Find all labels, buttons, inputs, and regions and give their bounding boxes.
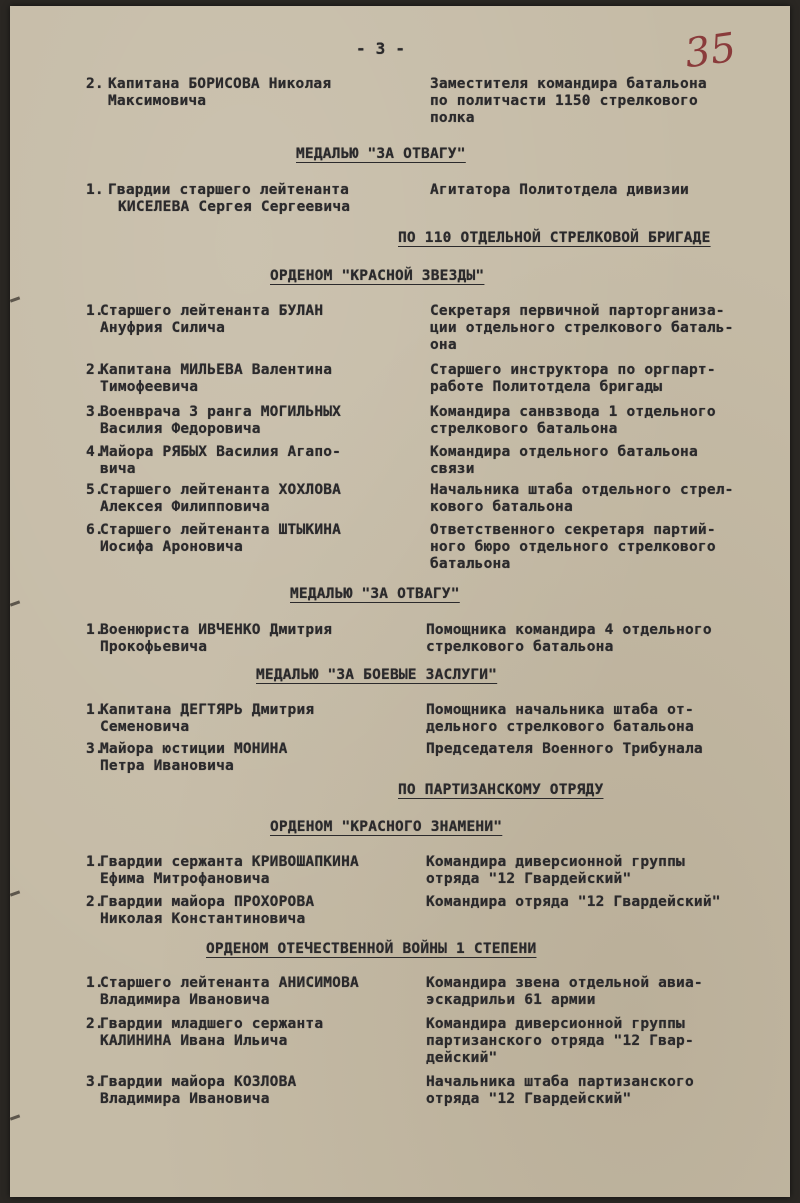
position-line: связи	[430, 461, 475, 477]
position-line: Агитатора Политотдела дивизии	[430, 182, 689, 198]
person-name-line: Капитана МИЛЬЕВА Валентина	[100, 362, 333, 378]
binding-hole-mark	[10, 296, 20, 302]
person-name-line: Владимира Ивановича	[100, 992, 270, 1008]
list-number: 1.	[86, 702, 104, 718]
list-number: 4.	[86, 444, 104, 460]
person-name-line: Владимира Ивановича	[100, 1091, 270, 1107]
person-name-line: КАЛИНИНА Ивана Ильича	[100, 1033, 288, 1049]
person-name-line: Старшего лейтенанта БУЛАН	[100, 303, 324, 319]
person-name-line: Тимофеевича	[100, 379, 199, 395]
list-number: 3.	[86, 741, 104, 757]
person-name-line: Гвардии майора КОЗЛОВА	[100, 1074, 297, 1090]
award-heading: МЕДАЛЬЮ "ЗА ОТВАГУ"	[290, 586, 460, 602]
position-line: батальона	[430, 556, 511, 572]
position-line: Командира отряда "12 Гвардейский"	[426, 894, 721, 910]
position-line: эскадрильи 61 армии	[426, 992, 596, 1008]
position-line: отряда "12 Гвардейский"	[426, 871, 632, 887]
position-line: Заместителя командира батальона	[430, 76, 707, 92]
list-number: 5.	[86, 482, 104, 498]
binding-hole-mark	[10, 1114, 20, 1120]
person-name-line: Майора РЯБЫХ Василия Агапо-	[100, 444, 342, 460]
position-line: Председателя Военного Трибунала	[426, 741, 703, 757]
position-line: Старшего инструктора по оргпарт-	[430, 362, 716, 378]
person-name-line: КИСЕЛЕВА Сергея Сергеевича	[118, 199, 351, 215]
list-number: 1.	[86, 975, 104, 991]
unit-heading: ПО 110 ОТДЕЛЬНОЙ СТРЕЛКОВОЙ БРИГАДЕ	[398, 230, 711, 246]
list-number: 3.	[86, 1074, 104, 1090]
position-line: ции отдельного стрелкового баталь-	[430, 320, 734, 336]
list-number: 2.	[86, 894, 104, 910]
person-name-line: Военврача 3 ранга МОГИЛЬНЫХ	[100, 404, 342, 420]
person-name-line: Семеновича	[100, 719, 190, 735]
list-number: 3.	[86, 404, 104, 420]
list-number: 1.	[86, 303, 104, 319]
binding-hole-mark	[10, 600, 20, 606]
binding-hole-mark	[10, 890, 20, 896]
position-line: Командира диверсионной группы	[426, 854, 685, 870]
position-line: Ответственного секретаря партий-	[430, 522, 716, 538]
position-line: стрелкового батальона	[430, 421, 618, 437]
person-name-line: Военюриста ИВЧЕНКО Дмитрия	[100, 622, 333, 638]
list-number: 1.	[86, 622, 104, 638]
list-number: 2.	[86, 1016, 104, 1032]
position-line: отряда "12 Гвардейский"	[426, 1091, 632, 1107]
person-name-line: Гвардии сержанта КРИВОШАПКИНА	[100, 854, 359, 870]
position-line: стрелкового батальона	[426, 639, 614, 655]
position-line: Командира санвзвода 1 отдельного	[430, 404, 716, 420]
page-number: - 3 -	[356, 39, 406, 58]
position-line: партизанского отряда "12 Гвар-	[426, 1033, 694, 1049]
person-name-line: Майора юстиции МОНИНА	[100, 741, 288, 757]
unit-heading: ПО ПАРТИЗАНСКОМУ ОТРЯДУ	[398, 782, 604, 798]
list-number: 6.	[86, 522, 104, 538]
person-name-line: Ануфрия Силича	[100, 320, 226, 336]
person-name-line: Алексея Филипповича	[100, 499, 270, 515]
position-line: дельного стрелкового батальона	[426, 719, 694, 735]
person-name-line: вича	[100, 461, 136, 477]
position-line: полка	[430, 110, 475, 126]
position-line: Помощника командира 4 отдельного	[426, 622, 712, 638]
position-line: Начальника штаба партизанского	[426, 1074, 694, 1090]
archive-sheet-number: 35	[682, 24, 739, 78]
position-line: дейский"	[426, 1050, 498, 1066]
position-line: Командира диверсионной группы	[426, 1016, 685, 1032]
person-name-line: Петра Ивановича	[100, 758, 234, 774]
person-name-line: Гвардии майора ПРОХОРОВА	[100, 894, 315, 910]
position-line: Командира звена отдельной авиа-	[426, 975, 703, 991]
person-name-line: Старшего лейтенанта ШТЫКИНА	[100, 522, 342, 538]
position-line: работе Политотдела бригады	[430, 379, 663, 395]
list-number: 2.	[86, 76, 104, 92]
position-line: ного бюро отдельного стрелкового	[430, 539, 716, 555]
position-line: она	[430, 337, 457, 353]
person-name-line: Гвардии старшего лейтенанта	[108, 182, 350, 198]
person-name-line: Максимовича	[108, 93, 207, 109]
person-name-line: Василия Федоровича	[100, 421, 261, 437]
list-number: 1.	[86, 182, 104, 198]
person-name-line: Ефима Митрофановича	[100, 871, 270, 887]
position-line: Командира отдельного батальона	[430, 444, 698, 460]
person-name-line: Капитана ДЕГТЯРЬ Дмитрия	[100, 702, 315, 718]
award-heading: МЕДАЛЬЮ "ЗА ОТВАГУ"	[296, 146, 466, 162]
person-name-line: Капитана БОРИСОВА Николая	[108, 76, 332, 92]
position-line: Помощника начальника штаба от-	[426, 702, 694, 718]
position-line: Секретаря первичной парторганиза-	[430, 303, 725, 319]
award-heading: ОРДЕНОМ "КРАСНОЙ ЗВЕЗДЫ"	[270, 268, 485, 284]
position-line: по политчасти 1150 стрелкового	[430, 93, 698, 109]
award-heading: МЕДАЛЬЮ "ЗА БОЕВЫЕ ЗАСЛУГИ"	[256, 667, 498, 683]
person-name-line: Николая Константиновича	[100, 911, 306, 927]
award-heading: ОРДЕНОМ "КРАСНОГО ЗНАМЕНИ"	[270, 819, 503, 835]
position-line: Начальника штаба отдельного стрел-	[430, 482, 734, 498]
person-name-line: Прокофьевича	[100, 639, 208, 655]
person-name-line: Старшего лейтенанта ХОХЛОВА	[100, 482, 342, 498]
person-name-line: Старшего лейтенанта АНИСИМОВА	[100, 975, 359, 991]
person-name-line: Иосифа Ароновича	[100, 539, 243, 555]
list-number: 2.	[86, 362, 104, 378]
person-name-line: Гвардии младшего сержанта	[100, 1016, 324, 1032]
list-number: 1.	[86, 854, 104, 870]
position-line: кового батальона	[430, 499, 573, 515]
award-heading: ОРДЕНОМ ОТЕЧЕСТВЕННОЙ ВОЙНЫ 1 СТЕПЕНИ	[206, 941, 537, 957]
